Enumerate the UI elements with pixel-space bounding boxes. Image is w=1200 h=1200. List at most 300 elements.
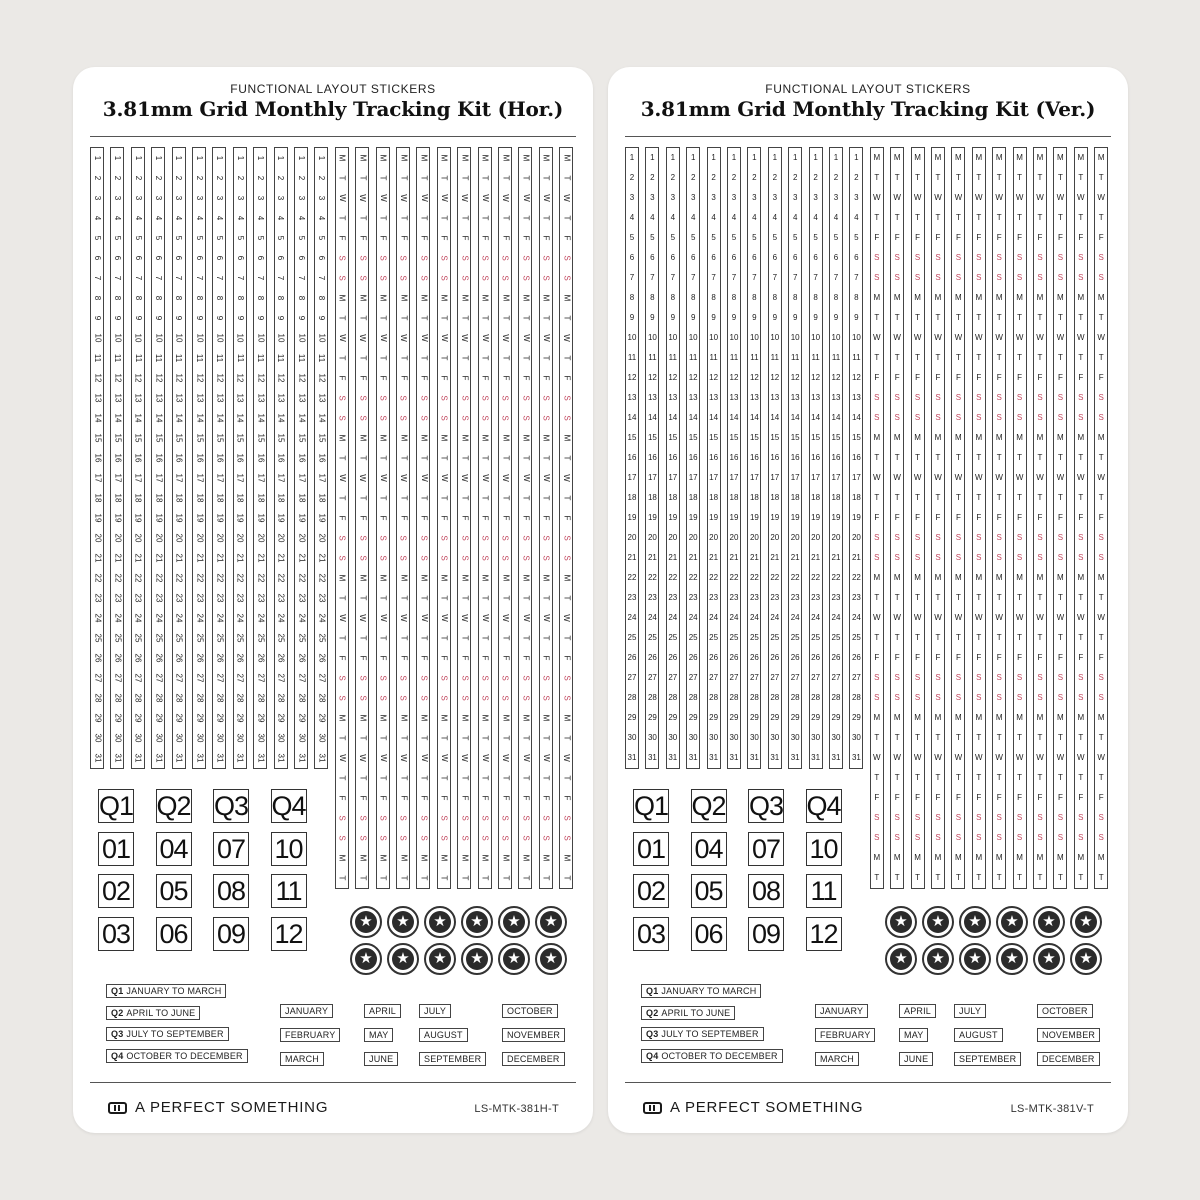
weekday-cell: M [460,574,470,582]
weekday-cell: M [337,854,347,862]
weekday-cell: S [562,255,572,261]
date-cell: 23 [235,593,245,603]
weekday-cell: T [480,315,490,321]
weekday-cell: W [913,753,922,762]
date-cell: 7 [772,273,778,282]
weekday-cell: M [439,574,449,582]
weekday-cell: W [419,614,429,622]
weekday-cell: T [337,315,347,321]
date-cell: 22 [256,573,266,583]
date-cell: 24 [668,613,678,622]
date-cell: 24 [276,613,286,623]
date-cell: 6 [854,253,859,262]
date-strip [151,147,165,769]
date-cell: 5 [194,235,204,241]
date-cell: 22 [729,573,739,582]
weekday-cell: T [976,313,982,322]
date-cell: 14 [790,413,800,422]
date-cell: 24 [317,613,327,623]
date-cell: 12 [215,373,225,383]
date-cell: 4 [296,215,306,221]
date-cell: 14 [154,413,164,423]
date-cell: 28 [113,693,123,703]
date-cell: 21 [215,553,225,563]
weekday-cell: F [1098,513,1104,522]
weekday-cell: M [378,854,388,862]
weekday-cell: T [1098,353,1104,362]
weekday-cell: S [1057,393,1064,402]
date-cell: 7 [194,275,204,281]
date-cell: 27 [749,673,759,682]
date-cell: 25 [256,633,266,643]
weekday-cell: T [874,633,880,642]
date-cell: 19 [195,513,204,523]
weekday-cell: S [480,255,490,261]
date-cell: 12 [811,373,821,382]
weekday-cell: M [893,293,901,302]
date-cell: 15 [811,433,821,442]
date-cell: 7 [792,273,798,282]
date-cell: 18 [113,493,123,503]
date-cell: 2 [854,173,859,182]
weekday-cell: T [955,173,961,182]
quarter-range-label: Q1 JANUARY TO MARCH [641,984,761,998]
weekday-cell: T [500,455,510,461]
date-cell: 5 [133,235,143,241]
weekday-cell: M [500,434,510,442]
date-cell: 12 [276,373,286,383]
weekday-cell: T [955,493,961,502]
number-label-sticker: Q2 [156,791,191,821]
weekday-cell: S [1098,533,1104,542]
weekday-cell: S [378,835,388,841]
weekday-cell: F [955,793,961,802]
weekday-cell: T [1057,313,1063,322]
date-cell: 17 [256,473,266,483]
date-cell: 21 [317,553,327,563]
weekday-cell: S [501,535,510,541]
weekday-cell: F [378,795,388,801]
weekday-cell: T [378,315,388,321]
date-cell: 12 [688,373,698,382]
weekday-cell: M [562,854,572,862]
weekday-cell: T [521,175,531,181]
number-label-sticker: 07 [748,832,784,866]
date-cell: 30 [113,733,123,743]
weekday-cell: T [378,635,388,641]
date-cell: 29 [256,713,266,723]
weekday-cell: M [1097,433,1105,442]
weekday-cell: T [915,213,921,222]
weekday-cell: F [1098,653,1104,662]
date-cell: 27 [133,673,143,683]
weekday-cell: W [893,193,901,202]
weekday-cell: W [1056,753,1065,762]
weekday-strip [951,147,965,889]
date-cell: 19 [729,513,739,522]
weekday-cell: S [1016,393,1023,402]
weekday-cell: S [358,815,368,821]
weekday-cell: S [419,675,429,681]
date-cell: 30 [770,733,780,742]
date-cell: 25 [317,633,327,643]
date-cell: 16 [790,453,800,462]
weekday-cell: F [439,515,449,521]
date-cell: 15 [133,433,143,443]
weekday-cell: M [378,714,388,722]
date-cell: 30 [647,733,657,742]
weekday-cell: S [1037,253,1043,262]
weekday-cell: M [1036,293,1044,302]
number-label-sticker: 08 [748,874,784,908]
weekday-cell: F [915,373,921,382]
weekday-cell: M [562,294,572,302]
weekday-cell: W [399,474,408,482]
date-cell: 17 [668,473,678,482]
weekday-cell: T [541,595,551,601]
quarter-range-label: Q3 JULY TO SEPTEMBER [641,1027,764,1041]
weekday-cell: T [894,633,900,642]
date-cell: 27 [297,673,306,683]
weekday-cell: S [955,253,962,262]
date-cell: 3 [854,193,859,202]
date-cell: 26 [627,653,637,662]
date-cell: 13 [831,393,841,402]
weekday-cell: T [915,873,921,882]
weekday-cell: M [934,153,942,162]
weekday-cell: S [337,255,347,261]
date-cell: 31 [688,753,698,762]
weekday-cell: M [873,713,881,722]
weekday-cell: M [419,854,429,862]
date-cell: 27 [93,673,102,683]
date-cell: 26 [235,653,245,663]
date-cell: 2 [194,175,204,181]
date-cell: 8 [133,295,143,301]
weekday-cell: W [521,614,531,622]
weekday-cell: W [378,334,388,342]
weekday-cell: T [1098,593,1104,602]
date-cell: 4 [133,215,143,221]
weekday-cell: S [914,553,921,562]
date-cell: 25 [709,633,719,642]
weekday-cell: T [1057,773,1063,782]
weekday-cell: W [1015,333,1024,342]
date-cell: 3 [792,193,798,202]
date-cell: 31 [133,753,143,763]
date-cell: 1 [317,155,327,161]
weekday-cell: S [874,273,880,282]
date-cell: 2 [215,175,225,181]
date-cell: 19 [647,513,657,522]
weekday-cell: M [955,713,962,722]
date-cell: 22 [133,573,143,583]
star-icon: ★ [540,948,562,970]
weekday-cell: S [935,553,941,562]
date-cell: 14 [668,413,678,422]
weekday-cell: M [1016,433,1023,442]
weekday-cell: W [873,193,881,202]
weekday-cell: M [893,853,901,862]
date-cell: 26 [113,653,123,663]
weekday-cell: S [562,415,572,421]
weekday-cell: S [337,275,347,281]
weekday-cell: S [894,393,900,402]
date-cell: 8 [194,295,204,301]
weekday-cell: M [541,714,551,722]
sheet-title: 3.81mm Grid Monthly Tracking Kit (Hor.) [102,97,564,121]
weekday-cell: T [439,775,449,781]
date-cell: 4 [215,215,225,221]
date-cell: 26 [133,653,143,663]
weekday-cell: W [378,194,388,202]
date-cell: 4 [731,213,737,222]
date-cell: 7 [296,275,306,281]
weekday-cell: M [419,714,429,722]
weekday-cell: S [399,415,408,421]
weekday-cell: T [460,775,470,781]
date-cell: 20 [317,533,327,543]
date-cell: 3 [194,195,204,201]
weekday-cell: T [358,775,368,781]
date-cell: 25 [93,633,102,643]
weekday-cell: T [460,215,470,221]
star-icon: ★ [890,911,912,933]
date-cell: 2 [92,175,102,181]
weekday-cell: S [1078,413,1084,422]
date-cell: 27 [811,673,821,682]
weekday-cell: T [460,595,470,601]
weekday-cell: T [894,453,900,462]
date-cell: 9 [276,315,286,321]
date-cell: 27 [627,673,637,682]
date-cell: 31 [749,753,759,762]
date-cell: 3 [731,193,737,202]
date-cell: 10 [627,333,637,342]
weekday-cell: T [500,875,510,881]
weekday-cell: W [954,613,963,622]
weekday-cell: W [1077,613,1085,622]
date-cell: 16 [647,453,657,462]
sku-code: LS-MTK-381V-T [1010,1103,1094,1115]
star-badge-icon [996,906,1028,938]
date-cell: 20 [709,533,719,542]
date-cell: 19 [276,513,286,523]
weekday-cell: T [1037,313,1043,322]
weekday-cell: M [521,574,531,582]
quarter-range-label: Q4 OCTOBER TO DECEMBER [106,1049,248,1063]
date-cell: 13 [195,393,204,403]
star-badge-icon [461,906,493,938]
date-cell: 12 [831,373,841,382]
date-cell: 7 [813,273,818,282]
weekday-cell: M [562,434,572,442]
number-label-sticker: 02 [98,874,134,908]
weekday-cell: S [501,415,510,421]
weekday-cell: T [521,595,531,601]
weekday-cell: F [541,515,551,521]
weekday-cell: T [935,313,941,322]
date-cell: 19 [174,513,184,523]
weekday-cell: T [500,495,510,501]
date-cell: 21 [133,553,143,563]
weekday-cell: T [541,215,551,221]
date-cell: 6 [650,253,655,262]
weekday-cell: T [500,355,510,361]
weekday-cell: T [521,775,531,781]
weekday-cell: T [398,315,408,321]
date-cell: 16 [154,453,164,463]
weekday-cell: W [1056,193,1065,202]
weekday-cell: F [935,373,941,382]
weekday-cell: S [480,815,490,821]
date-cell: 28 [851,693,861,702]
weekday-cell: W [521,334,531,342]
weekday-cell: S [976,813,982,822]
weekday-cell: F [1037,373,1043,382]
weekday-cell: S [996,693,1002,702]
weekday-cell: S [996,833,1002,842]
weekday-cell: S [460,835,470,841]
weekday-cell: S [1037,673,1043,682]
date-cell: 17 [709,473,719,482]
weekday-cell: F [996,373,1002,382]
date-cell: 15 [709,433,719,442]
weekday-cell: M [995,713,1003,722]
month-label-sticker: APRIL [899,1004,936,1018]
date-cell: 6 [296,255,306,261]
date-cell: 7 [670,273,676,282]
date-cell: 14 [215,413,225,423]
weekday-strip [518,147,532,889]
date-strip [233,147,247,769]
weekday-cell: T [915,733,921,742]
date-cell: 19 [770,513,780,522]
date-cell: 23 [770,593,780,602]
weekday-cell: M [562,154,572,162]
date-cell: 18 [647,493,657,502]
weekday-cell: S [874,253,880,262]
date-cell: 1 [276,155,286,161]
date-cell: 24 [256,613,266,623]
date-cell: 28 [154,693,164,703]
weekday-cell: W [337,614,347,622]
weekday-cell: T [419,215,429,221]
date-cell: 30 [256,733,266,743]
weekday-cell: M [460,154,470,162]
weekday-cell: M [562,574,572,582]
weekday-cell: S [1037,393,1043,402]
date-cell: 6 [833,253,839,262]
date-cell: 22 [770,573,780,582]
month-label-sticker: SEPTEMBER [419,1052,486,1066]
weekday-cell: S [1078,393,1084,402]
weekday-cell: T [1037,633,1043,642]
weekday-cell: T [378,355,388,361]
date-cell: 1 [154,155,164,161]
date-cell: 7 [276,275,286,281]
weekday-cell: M [873,573,881,582]
weekday-cell: F [1057,373,1063,382]
weekday-cell: W [1036,333,1044,342]
weekday-cell: W [873,753,881,762]
weekday-cell: T [955,733,961,742]
weekday-cell: T [894,873,900,882]
date-cell: 31 [256,753,266,763]
weekday-cell: F [358,795,368,801]
star-badge-icon [535,906,567,938]
weekday-cell: S [419,695,429,701]
weekday-cell: S [1057,673,1064,682]
date-cell: 15 [113,433,123,443]
weekday-cell: S [562,835,572,841]
date-cell: 25 [154,633,164,643]
weekday-cell: T [439,735,449,741]
date-cell: 27 [215,673,225,683]
date-cell: 20 [154,533,164,543]
date-cell: 26 [790,653,800,662]
weekday-cell: W [399,194,408,202]
date-cell: 9 [670,313,676,322]
date-cell: 12 [256,373,266,383]
weekday-cell: W [378,754,388,762]
weekday-cell: T [935,213,941,222]
weekday-cell: T [480,215,490,221]
date-cell: 1 [752,153,757,162]
weekday-cell: T [419,455,429,461]
date-cell: 30 [297,733,306,743]
weekday-cell: S [1057,273,1064,282]
date-cell: 17 [113,473,123,483]
date-cell: 2 [235,175,245,181]
number-label-sticker: 10 [271,832,307,866]
weekday-cell: W [893,753,901,762]
weekday-cell: W [399,334,408,342]
date-cell: 21 [174,553,184,563]
date-cell: 24 [709,613,719,622]
star-badge-icon [498,906,530,938]
star-badge-icon [424,906,456,938]
weekday-cell: F [337,515,347,521]
number-label-sticker: 04 [691,832,727,866]
date-cell: 18 [256,493,266,503]
weekday-cell: F [480,235,490,241]
weekday-cell: T [521,635,531,641]
weekday-cell: T [1098,633,1104,642]
date-cell: 23 [688,593,698,602]
date-cell: 1 [92,155,102,161]
date-cell: 8 [650,293,655,302]
weekday-cell: M [378,294,388,302]
weekday-cell: T [378,455,388,461]
date-cell: 11 [174,353,184,363]
weekday-cell: S [1016,253,1023,262]
weekday-cell: T [1017,493,1023,502]
date-cell: 4 [113,215,123,221]
weekday-cell: T [378,215,388,221]
date-cell: 3 [92,195,102,201]
weekday-cell: W [975,473,983,482]
date-cell: 12 [133,373,143,383]
date-cell: 24 [174,613,184,623]
weekday-cell: W [541,194,551,202]
weekday-cell: T [996,453,1002,462]
date-cell: 20 [174,533,184,543]
weekday-cell: T [955,873,961,882]
date-cell: 16 [749,453,759,462]
weekday-cell: M [521,294,531,302]
weekday-cell: M [934,433,942,442]
